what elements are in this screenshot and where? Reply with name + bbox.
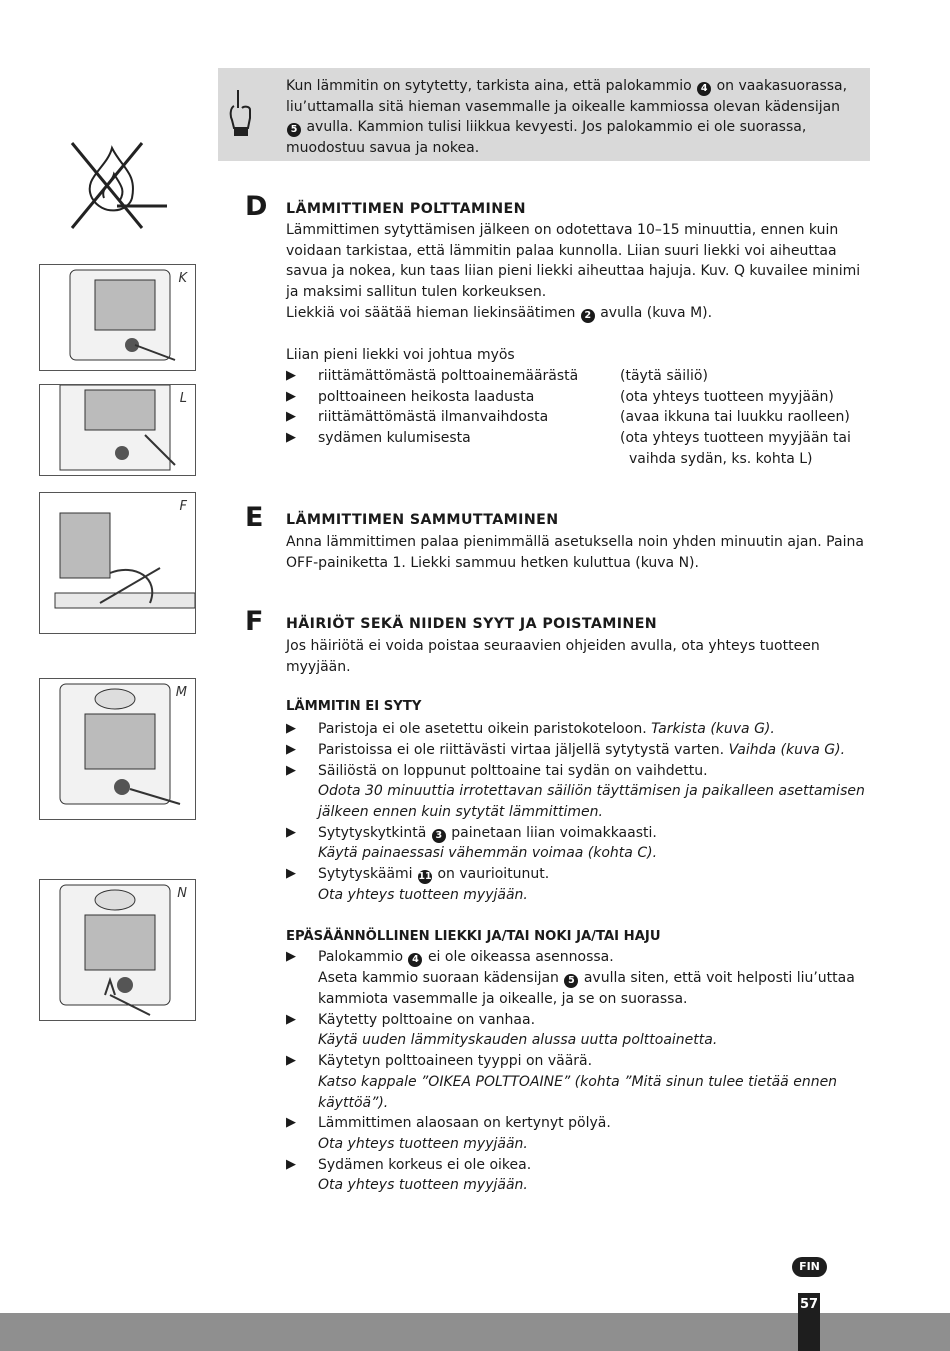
heater-illustration	[40, 493, 195, 633]
list-item: Sytytyskäämi 11 on vaurioitunut.	[318, 866, 550, 882]
figure-label: L	[179, 391, 187, 406]
section-letter: E	[245, 502, 264, 533]
bullet-icon: ▶	[286, 1115, 296, 1130]
remedy-text: (täytä säiliö)	[620, 368, 708, 384]
bullet-icon: ▶	[286, 1012, 296, 1027]
remedy-text: (avaa ikkuna tai luukku raolleen)	[620, 409, 850, 425]
language-badge: FIN	[792, 1257, 827, 1277]
list-item: Palokammio 4 ei ole oikeassa asennossa.	[318, 949, 614, 965]
cause-text: riittämättömästä ilmanvaihdosta	[318, 409, 549, 425]
figure-label: F	[179, 499, 187, 514]
list-item: Sydämen korkeus ei ole oikea.	[318, 1157, 532, 1173]
section-body: Anna lämmittimen palaa pienimmällä asetuksella noin yhden minuutin ajan. Paina OFF-painiketta 1. Liekki sammuu hetken kuluttua (kuva N).	[286, 534, 864, 571]
list-item-remedy: Ota yhteys tuotteen myyjään.	[318, 1136, 528, 1152]
bullet-icon: ▶	[286, 866, 296, 881]
bullet-icon: ▶	[286, 409, 296, 424]
figure-m	[39, 678, 196, 820]
list-item: Käytetyn polttoaineen tyyppi on väärä.	[318, 1053, 593, 1069]
list-item: Käytetty polttoaine on vanhaa.	[318, 1012, 536, 1028]
page-number: 57	[799, 1297, 819, 1312]
subheading: EPÄSÄÄNNÖLLINEN LIEKKI JA/TAI NOKI JA/TAI HAJU	[286, 929, 661, 944]
number-badge: 3	[432, 829, 446, 843]
list-item-remedy: Aseta kammio suoraan kädensijan 5 avulla siten, että voit helposti liu’uttaa	[318, 970, 855, 986]
list-item: Säiliöstä on loppunut polttoaine tai sydän on vaihdettu.	[318, 763, 708, 779]
list-item-remedy: jälkeen ennen kuin sytytät lämmittimen.	[318, 804, 603, 820]
bullet-icon: ▶	[286, 1053, 296, 1068]
note-text: Kun lämmitin on sytytetty, tarkista aina, että palokammio 4 on vaakasuorassa, liu’uttamalla sitä hieman vasemmalle ja oikealle kammiossa olevan kädensijan 5 avulla. Kammion tulisi liikkua kevyesti. Jos palokammio ei ole suorassa, muodostuu savua ja nokea.	[286, 78, 848, 157]
subheading: LÄMMITIN EI SYTY	[286, 699, 422, 714]
figure-label: M	[175, 685, 187, 700]
bullet-icon: ▶	[286, 389, 296, 404]
figure-k	[39, 264, 196, 371]
heater-illustration	[40, 679, 195, 819]
heater-illustration	[40, 385, 195, 475]
list-item-remedy: kammiota vasemmalle ja oikealle, ja se on suorassa.	[318, 991, 688, 1007]
bullet-icon: ▶	[286, 1157, 296, 1172]
bullet-icon: ▶	[286, 721, 296, 736]
list-item: Sytytyskytkintä 3 painetaan liian voimakkaasti.	[318, 825, 657, 841]
section-title: LÄMMITTIMEN SAMMUTTAMINEN	[286, 512, 559, 528]
list-item: Paristoja ei ole asetettu oikein paristokoteloon. Tarkista (kuva G).	[318, 721, 775, 737]
cause-text: polttoaineen heikosta laadusta	[318, 389, 535, 405]
bullet-icon: ▶	[286, 763, 296, 778]
remedy-text: vaihda sydän, ks. kohta L)	[629, 451, 813, 467]
section-body: Lämmittimen sytyttämisen jälkeen on odotettava 10–15 minuuttia, ennen kuin voidaan tarkistaa, että lämmitin palaa kunnolla. Liian suuri liekki voi aiheuttaa savua ja nokea, kun taas liian pieni liekki aiheuttaa hajuja. Kuv. Q kuvailee minimi ja maksimi sallitun tulen korkeuksen. Liekkiä voi säätää hieman liekinsäätimen 2 avulla (kuva M).	[286, 222, 861, 321]
list-item-remedy: Käytä painaessasi vähemmän voimaa (kohta C).	[318, 845, 658, 861]
figure-n	[39, 879, 196, 1021]
no-flame-icon	[62, 138, 172, 238]
number-badge: 4	[697, 82, 711, 96]
cause-text: sydämen kulumisesta	[318, 430, 471, 446]
section-title: HÄIRIÖT SEKÄ NIIDEN SYYT JA POISTAMINEN	[286, 616, 658, 632]
number-badge: 2	[581, 309, 595, 323]
pointing-hand-icon	[226, 88, 254, 138]
figure-label: N	[177, 886, 187, 901]
cause-text: riittämättömästä polttoainemäärästä	[318, 368, 579, 384]
number-badge: 4	[408, 953, 422, 967]
section-letter: D	[245, 191, 268, 222]
warning-note	[218, 68, 870, 161]
list-item-remedy: Odota 30 minuuttia irrotettavan säiliön täyttämisen ja paikalleen asettamisen	[318, 783, 865, 799]
heater-illustration	[40, 265, 195, 370]
number-badge: 5	[287, 123, 301, 137]
remedy-text: (ota yhteys tuotteen myyjään)	[620, 389, 834, 405]
number-badge: 11	[418, 871, 432, 882]
bullet-icon: ▶	[286, 949, 296, 964]
list-item: Paristoissa ei ole riittävästi virtaa jäljellä sytytystä varten. Vaihda (kuva G).	[318, 742, 846, 758]
number-badge: 5	[564, 974, 578, 988]
list-item-remedy: käyttöä”).	[318, 1095, 389, 1111]
figure-label: K	[178, 271, 187, 286]
figure-f	[39, 492, 196, 634]
bullet-icon: ▶	[286, 368, 296, 383]
list-item-remedy: Käytä uuden lämmityskauden alussa uutta polttoainetta.	[318, 1032, 718, 1048]
remedy-text: (ota yhteys tuotteen myyjään tai	[620, 430, 851, 446]
list-item-remedy: Ota yhteys tuotteen myyjään.	[318, 1177, 528, 1193]
section-letter: F	[245, 606, 264, 637]
list-item: Lämmittimen alaosaan on kertynyt pölyä.	[318, 1115, 611, 1131]
figure-l	[39, 384, 196, 476]
list-item-remedy: Ota yhteys tuotteen myyjään.	[318, 887, 528, 903]
bullet-icon: ▶	[286, 430, 296, 445]
section-title: LÄMMITTIMEN POLTTAMINEN	[286, 201, 526, 217]
body-text: Liian pieni liekki voi johtua myös	[286, 347, 515, 363]
bullet-icon: ▶	[286, 742, 296, 757]
bullet-icon: ▶	[286, 825, 296, 840]
section-body: Jos häiriötä ei voida poistaa seuraavien ohjeiden avulla, ota yhteys tuotteen myyjään.	[286, 638, 820, 675]
list-item-remedy: Katso kappale ”OIKEA POLTTOAINE” (kohta ”Mitä sinun tulee tietää ennen	[318, 1074, 838, 1090]
heater-illustration	[40, 880, 195, 1020]
